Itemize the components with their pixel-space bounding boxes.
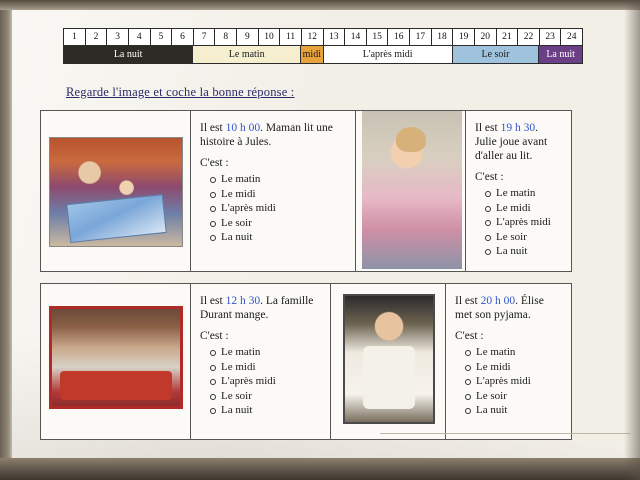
q3-suffix: . La famille Durant mange.: [200, 295, 314, 321]
q2-suffix: . Julie joue avant d'aller au lit.: [475, 122, 548, 162]
book-shape: [67, 194, 168, 243]
exercise-3-photo-cell: [41, 284, 191, 439]
choice-item[interactable]: L'après midi: [221, 201, 355, 216]
q2-time: 19 h 30: [500, 122, 536, 134]
timeline-hour-cell: 11: [280, 29, 302, 45]
choice-item[interactable]: Le matin: [221, 345, 330, 360]
timeline-hour-cell: 18: [432, 29, 454, 45]
exercise-4-cest-label: C'est :: [455, 330, 484, 342]
exercise-3-question: [191, 284, 330, 322]
choice-item[interactable]: La nuit: [221, 230, 355, 245]
q1-suffix: . Maman lit une histoire à Jules.: [200, 122, 333, 148]
exercise-4-photo-cell: [331, 284, 446, 439]
hours-timeline: [63, 28, 583, 64]
photo-family-at-table: [49, 306, 183, 409]
choice-item[interactable]: Le matin: [496, 186, 569, 201]
exercise-4-choices: [446, 345, 569, 418]
choice-item[interactable]: La nuit: [476, 403, 569, 418]
exercise-2-choices: [466, 186, 569, 259]
timeline-hour-cell: 4: [129, 29, 151, 45]
timeline-hour-cell: 3: [107, 29, 129, 45]
timeline-hour-cell: 20: [475, 29, 497, 45]
choice-item[interactable]: Le soir: [221, 216, 355, 231]
q4-suffix: . Élise met son pyjama.: [455, 295, 544, 321]
timeline-band: La nuit: [539, 46, 582, 63]
choice-item[interactable]: La nuit: [496, 244, 569, 259]
choice-item[interactable]: L'après midi: [476, 374, 569, 389]
timeline-hour-cell: 9: [237, 29, 259, 45]
choice-item[interactable]: Le midi: [221, 187, 355, 202]
timeline-band-row: [63, 46, 583, 64]
choice-item[interactable]: Le soir: [476, 389, 569, 404]
exercise-1-cest-label: C'est :: [200, 157, 229, 169]
exercise-1-question-cell: [191, 111, 356, 271]
photo-toddler-on-bed: [362, 111, 462, 269]
choice-item[interactable]: Le midi: [496, 201, 569, 216]
paper-shadow-right: [624, 0, 640, 480]
q2-prefix: Il est: [475, 122, 501, 134]
timeline-hour-cell: 2: [86, 29, 108, 45]
choice-item[interactable]: Le midi: [221, 360, 330, 375]
timeline-hour-cell: 7: [194, 29, 216, 45]
photo-child-in-pyjamas: [343, 294, 435, 424]
choice-item[interactable]: L'après midi: [496, 215, 569, 230]
exercise-3-question-cell: [191, 284, 331, 439]
exercise-2-photo-cell: [356, 111, 466, 271]
exercise-1-photo-cell: [41, 111, 191, 271]
q4-prefix: Il est: [455, 295, 481, 307]
timeline-hour-cell: 5: [151, 29, 173, 45]
timeline-hour-cell: 15: [367, 29, 389, 45]
timeline-hour-cell: 13: [324, 29, 346, 45]
choice-item[interactable]: Le matin: [476, 345, 569, 360]
pyjama-shape: [363, 346, 416, 409]
timeline-band: L'après midi: [324, 46, 453, 63]
choice-item[interactable]: La nuit: [221, 403, 330, 418]
timeline-hour-cell: 16: [388, 29, 410, 45]
exercise-2-question: [466, 111, 569, 163]
timeline-hour-cell: 19: [453, 29, 475, 45]
exercise-3-cest-label: C'est :: [200, 330, 229, 342]
exercise-2-cest-label: C'est :: [475, 171, 504, 183]
exercise-4-question: [446, 284, 569, 322]
exercise-3-choices: [191, 345, 330, 418]
timeline-band: midi: [301, 46, 323, 63]
timeline-hour-cell: 8: [215, 29, 237, 45]
hair-shape: [396, 127, 426, 152]
timeline-hour-cell: 23: [540, 29, 562, 45]
timeline-hour-cell: 6: [172, 29, 194, 45]
timeline-band: La nuit: [64, 46, 193, 63]
choice-item[interactable]: Le soir: [221, 389, 330, 404]
exercise-1-question: [191, 111, 355, 149]
desk-edge-bottom: [0, 458, 640, 480]
timeline-hour-cell: 22: [518, 29, 540, 45]
exercise-1-choices: [191, 172, 355, 245]
choice-item[interactable]: L'après midi: [221, 374, 330, 389]
exercise-block-1: [40, 110, 572, 272]
timeline-hour-row: [63, 28, 583, 46]
table-shape: [60, 371, 173, 400]
timeline-hour-cell: 1: [64, 29, 86, 45]
exercise-4-question-cell: [446, 284, 569, 439]
exercise-block-2: [40, 283, 572, 440]
timeline-band: Le matin: [193, 46, 301, 63]
timeline-hour-cell: 10: [259, 29, 281, 45]
choice-item[interactable]: Le matin: [221, 172, 355, 187]
q3-prefix: Il est: [200, 295, 226, 307]
underlying-page-edge: [380, 433, 630, 456]
q4-time: 20 h 00: [480, 295, 516, 307]
timeline-hour-cell: 21: [497, 29, 519, 45]
timeline-band: Le soir: [453, 46, 540, 63]
q3-time: 12 h 30: [225, 295, 261, 307]
timeline-hour-cell: 12: [302, 29, 324, 45]
timeline-hour-cell: 14: [345, 29, 367, 45]
timeline-hour-cell: 17: [410, 29, 432, 45]
instruction-text: Regarde l'image et coche la bonne réponse :: [66, 85, 295, 99]
timeline-hour-cell: 24: [566, 32, 577, 42]
photo-mother-reading-to-child: [49, 137, 183, 247]
desk-edge-left: [0, 0, 12, 480]
q1-time: 10 h 00: [225, 122, 261, 134]
q1-prefix: Il est: [200, 122, 226, 134]
desk-edge-top: [0, 0, 640, 10]
choice-item[interactable]: Le soir: [496, 230, 569, 245]
choice-item[interactable]: Le midi: [476, 360, 569, 375]
exercise-2-question-cell: [466, 111, 569, 271]
